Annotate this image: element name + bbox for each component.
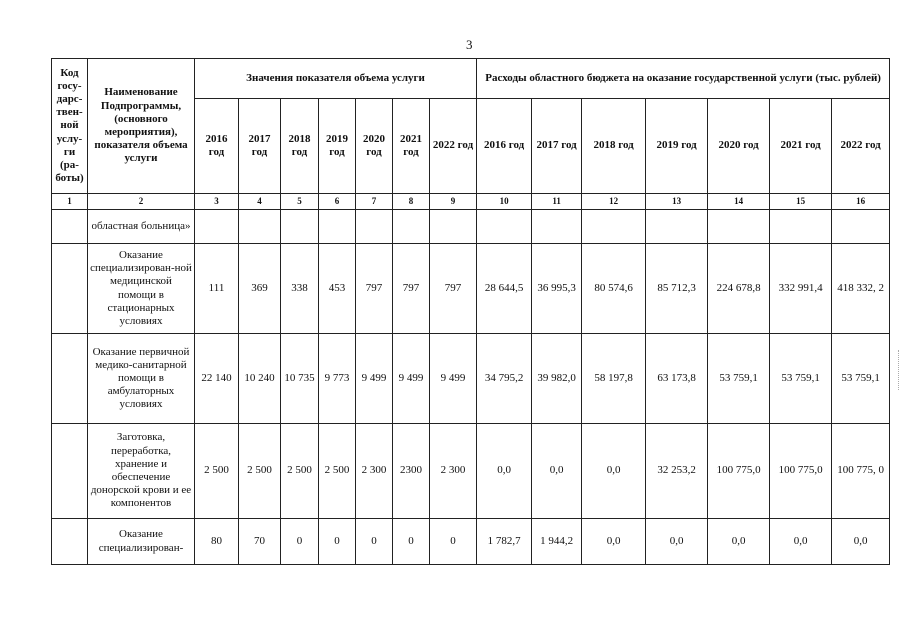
budget-cell: 58 197,8 xyxy=(582,334,646,424)
budget-cell: 1 782,7 xyxy=(477,519,532,565)
column-number: 10 xyxy=(477,194,532,210)
header-name: Наименование Подпрограммы, (основного мероприятия), показателя объема услуги xyxy=(88,59,195,194)
row-name: Заготовка, переработка, хранение и обеспечение донорской крови и ее компонентов xyxy=(88,424,195,519)
volume-cell: 10 240 xyxy=(239,334,281,424)
column-number: 3 xyxy=(195,194,239,210)
budget-cell xyxy=(532,210,582,244)
volume-cell: 797 xyxy=(356,244,393,334)
header-volume-year: 2021 год xyxy=(393,99,430,194)
budget-cell xyxy=(646,210,708,244)
table-row xyxy=(52,244,890,334)
column-number: 9 xyxy=(430,194,477,210)
header-budget-year: 2018 год xyxy=(582,99,646,194)
budget-cell: 63 173,8 xyxy=(646,334,708,424)
budget-cell xyxy=(832,210,890,244)
column-number: 4 xyxy=(239,194,281,210)
volume-cell: 0 xyxy=(430,519,477,565)
volume-cell: 0 xyxy=(319,519,356,565)
volume-cell: 0 xyxy=(393,519,430,565)
volume-cell: 9 499 xyxy=(393,334,430,424)
page-number: 3 xyxy=(466,37,473,52)
volume-cell: 0 xyxy=(281,519,319,565)
row-name: Оказание первичной медико-санитарной помощи в амбулаторных условиях xyxy=(88,334,195,424)
budget-cell: 36 995,3 xyxy=(532,244,582,334)
header-budget-year: 2021 год xyxy=(770,99,832,194)
header-volume-year: 2019 год xyxy=(319,99,356,194)
budget-cell: 53 759,1 xyxy=(832,334,890,424)
volume-cell: 797 xyxy=(430,244,477,334)
budget-cell: 28 644,5 xyxy=(477,244,532,334)
budget-cell: 332 991,4 xyxy=(770,244,832,334)
header-budget-group: Расходы областного бюджета на оказание государственной услуги (тыс. рублей) xyxy=(477,59,890,99)
header-budget-year: 2019 год xyxy=(646,99,708,194)
header-budget-year: 2017 год xyxy=(532,99,582,194)
volume-cell: 2 500 xyxy=(239,424,281,519)
volume-cell: 9 499 xyxy=(430,334,477,424)
volume-cell: 2 300 xyxy=(430,424,477,519)
header-volume-year: 2022 год xyxy=(430,99,477,194)
volume-cell xyxy=(430,210,477,244)
budget-cell: 100 775, 0 xyxy=(832,424,890,519)
budget-cell: 39 982,0 xyxy=(532,334,582,424)
volume-cell xyxy=(195,210,239,244)
row-code xyxy=(52,519,88,565)
volume-cell: 10 735 xyxy=(281,334,319,424)
volume-cell: 9 499 xyxy=(356,334,393,424)
volume-cell: 2 500 xyxy=(195,424,239,519)
volume-cell: 70 xyxy=(239,519,281,565)
column-number: 14 xyxy=(708,194,770,210)
budget-cell xyxy=(708,210,770,244)
volume-cell: 2300 xyxy=(393,424,430,519)
volume-cell xyxy=(356,210,393,244)
scan-artifact xyxy=(898,350,901,390)
budget-cell xyxy=(770,210,832,244)
budget-cell: 32 253,2 xyxy=(646,424,708,519)
volume-cell: 80 xyxy=(195,519,239,565)
row-name: Оказание специализирован-ной медицинской помощи в стационарных условиях xyxy=(88,244,195,334)
table-row xyxy=(52,519,890,565)
budget-cell: 0,0 xyxy=(477,424,532,519)
budget-cell: 34 795,2 xyxy=(477,334,532,424)
header-budget-year: 2016 год xyxy=(477,99,532,194)
column-number: 1 xyxy=(52,194,88,210)
budget-cell: 224 678,8 xyxy=(708,244,770,334)
column-number: 6 xyxy=(319,194,356,210)
budget-cell: 0,0 xyxy=(582,424,646,519)
column-number: 8 xyxy=(393,194,430,210)
volume-cell xyxy=(281,210,319,244)
budget-cell: 418 332, 2 xyxy=(832,244,890,334)
budget-cell: 100 775,0 xyxy=(770,424,832,519)
budget-cell: 1 944,2 xyxy=(532,519,582,565)
volume-cell: 797 xyxy=(393,244,430,334)
volume-cell: 0 xyxy=(356,519,393,565)
volume-cell xyxy=(393,210,430,244)
budget-cell xyxy=(477,210,532,244)
budget-cell: 0,0 xyxy=(770,519,832,565)
budget-cell: 100 775,0 xyxy=(708,424,770,519)
column-number: 5 xyxy=(281,194,319,210)
row-code xyxy=(52,424,88,519)
row-name: Оказание специализирован- xyxy=(88,519,195,565)
budget-cell: 0,0 xyxy=(832,519,890,565)
column-number: 7 xyxy=(356,194,393,210)
row-code xyxy=(52,244,88,334)
row-code xyxy=(52,210,88,244)
header-volume-year: 2018 год xyxy=(281,99,319,194)
volume-cell xyxy=(239,210,281,244)
budget-cell: 0,0 xyxy=(708,519,770,565)
budget-cell: 0,0 xyxy=(532,424,582,519)
column-number: 2 xyxy=(88,194,195,210)
volume-cell xyxy=(319,210,356,244)
column-number: 11 xyxy=(532,194,582,210)
header-budget-year: 2022 год xyxy=(832,99,890,194)
header-volume-year: 2020 год xyxy=(356,99,393,194)
budget-cell: 85 712,3 xyxy=(646,244,708,334)
volume-cell: 22 140 xyxy=(195,334,239,424)
volume-cell: 453 xyxy=(319,244,356,334)
table-row xyxy=(52,210,890,244)
volume-cell: 338 xyxy=(281,244,319,334)
column-number: 12 xyxy=(582,194,646,210)
volume-cell: 369 xyxy=(239,244,281,334)
volume-cell: 111 xyxy=(195,244,239,334)
budget-cell: 80 574,6 xyxy=(582,244,646,334)
row-name: областная больница» xyxy=(88,210,195,244)
row-code xyxy=(52,334,88,424)
table-row xyxy=(52,334,890,424)
column-number: 16 xyxy=(832,194,890,210)
header-volume-year: 2017 год xyxy=(239,99,281,194)
budget-cell: 53 759,1 xyxy=(770,334,832,424)
column-number: 15 xyxy=(770,194,832,210)
budget-cell xyxy=(582,210,646,244)
header-code: Код госу-дарс-твен-ной услу-ги (ра-боты) xyxy=(52,59,88,194)
volume-cell: 2 500 xyxy=(281,424,319,519)
volume-cell: 2 500 xyxy=(319,424,356,519)
header-budget-year: 2020 год xyxy=(708,99,770,194)
budget-cell: 0,0 xyxy=(646,519,708,565)
table-row xyxy=(52,424,890,519)
volume-cell: 2 300 xyxy=(356,424,393,519)
services-table xyxy=(51,58,890,565)
column-number: 13 xyxy=(646,194,708,210)
volume-cell: 9 773 xyxy=(319,334,356,424)
budget-cell: 0,0 xyxy=(582,519,646,565)
header-volume-group: Значения показателя объема услуги xyxy=(195,59,477,99)
header-volume-year: 2016 год xyxy=(195,99,239,194)
budget-cell: 53 759,1 xyxy=(708,334,770,424)
